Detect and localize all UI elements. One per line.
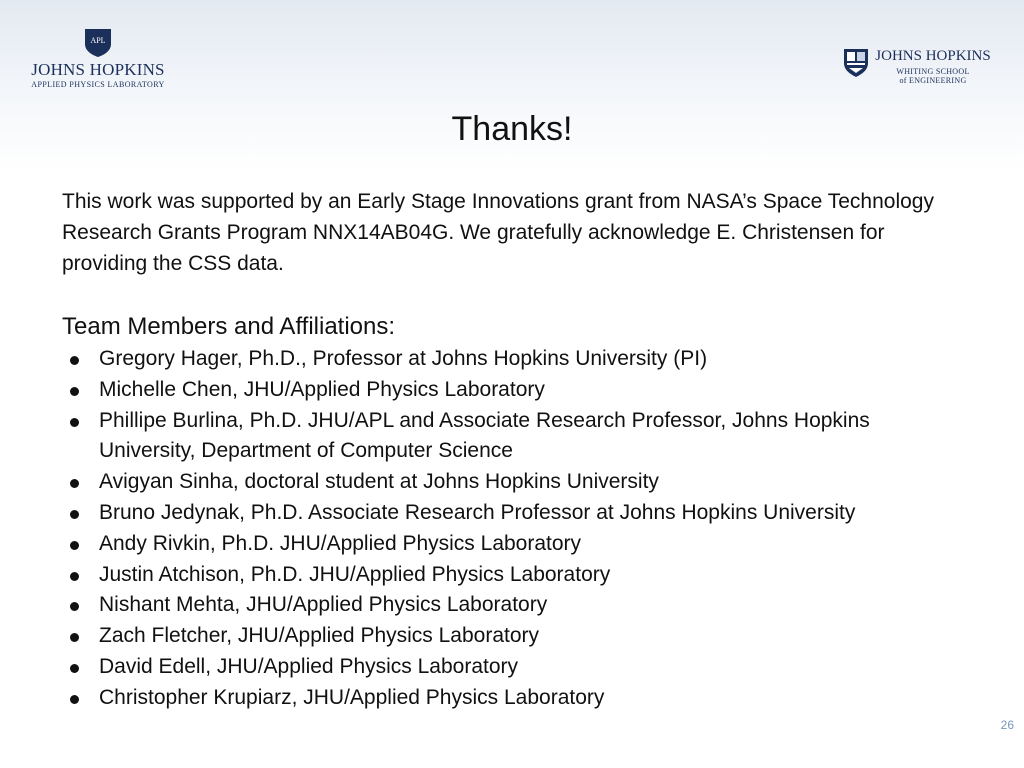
list-item [62,652,962,683]
member-text: Bruno Jedynak, Ph.D. Associate Research Professor at Johns Hopkins University [99,500,856,524]
member-text: Zach Fletcher, JHU/Applied Physics Laboratory [99,624,540,648]
member-text: Christopher Krupiarz, JHU/Applied Physics Laboratory [99,685,605,709]
list-item [62,683,962,714]
wse-logo-name: JOHNS HOPKINS [875,48,991,64]
acknowledgement-text: This work was supported by an Early Stage Innovations grant from NASA’s Space Technology Research Grants Program NNX14AB04G. We gratefully acknowledge E. Christensen for providing the CSS data. [62,190,934,275]
list-item [62,590,962,621]
list-item [62,406,962,468]
wse-logo-line2: of ENGINEERING [899,76,967,85]
list-item [62,467,962,498]
apl-logo-subtitle: APPLIED PHYSICS LABORATORY [31,80,165,89]
bullet-icon [70,695,79,704]
member-text: David Edell, JHU/Applied Physics Laboratory [99,654,519,678]
bullet-icon [70,633,79,642]
apl-shield-icon [84,28,112,58]
apl-logo-name: JOHNS HOPKINS [31,60,165,79]
bullet-icon [70,387,79,396]
team-heading: Team Members and Affiliations: [62,313,396,340]
wse-logo [843,48,993,88]
list-item [62,344,962,375]
member-text: Gregory Hager, Ph.D., Professor at Johns Hopkins University (PI) [99,347,708,370]
bullet-icon [70,510,79,519]
member-text: Justin Atchison, Ph.D. JHU/Applied Physics Laboratory [99,562,611,586]
list-item [62,529,962,560]
list-item [62,498,962,529]
bullet-icon [70,418,79,427]
page-number: 26 [1000,718,1014,732]
bullet-icon [70,664,79,673]
bullet-icon [70,572,79,581]
list-item [62,560,962,591]
member-text: Phillipe Burlina, Ph.D. JHU/APL and Associate Research Professor, Johns Hopkins University, Department of Computer Science [99,408,870,463]
member-text: Andy Rivkin, Ph.D. JHU/Applied Physics Laboratory [99,531,582,555]
apl-logo [28,28,168,89]
svg-text:APL: APL [90,36,106,45]
list-item [62,621,962,652]
list-item [62,375,962,406]
bullet-icon [70,541,79,550]
bullet-icon [70,479,79,488]
wse-logo-line1: WHITING SCHOOL [896,67,970,76]
team-member-list [62,344,962,714]
member-text: Nishant Mehta, JHU/Applied Physics Laboratory [99,593,548,617]
member-text: Avigyan Sinha, doctoral student at Johns Hopkins University [99,470,659,494]
bullet-icon [70,602,79,611]
slide-title: Thanks! [451,110,573,148]
member-text: Michelle Chen, JHU/Applied Physics Laboratory [99,377,545,401]
jhu-shield-icon [843,48,869,78]
bullet-icon [70,356,79,365]
